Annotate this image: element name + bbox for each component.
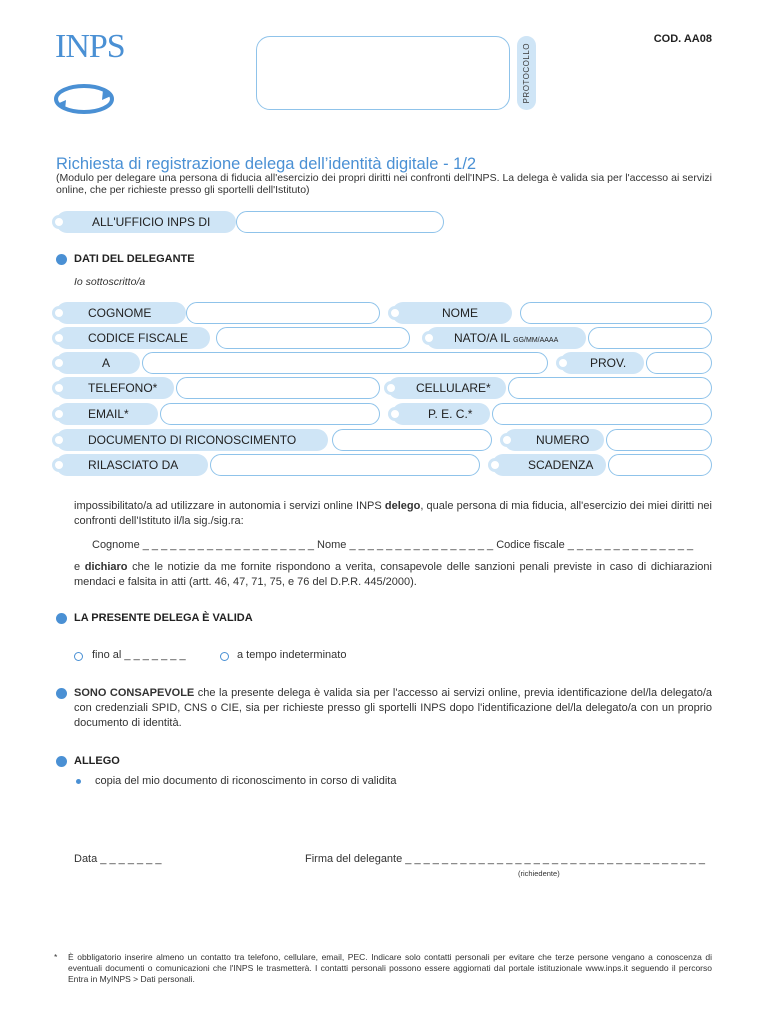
- nato-il-field[interactable]: [588, 327, 712, 349]
- numero-label: NUMERO: [504, 429, 604, 451]
- office-label: ALL'UFFICIO INPS DI: [56, 211, 236, 233]
- option-fino-al: fino al _ _ _ _ _ _ _: [92, 649, 186, 661]
- section-bullet-icon: [56, 613, 67, 624]
- telefono-label: TELEFONO*: [56, 377, 174, 399]
- telefono-field[interactable]: [176, 377, 380, 399]
- form-code: COD. AA08: [653, 33, 712, 45]
- cognome-field[interactable]: [186, 302, 380, 324]
- documento-field[interactable]: [332, 429, 492, 451]
- email-field[interactable]: [160, 403, 380, 425]
- section-bullet-icon: [56, 688, 67, 699]
- data-line[interactable]: Data _ _ _ _ _ _ _: [74, 853, 162, 865]
- footnote-text: È obbligatorio inserire almeno un contatto tra telefono, cellulare, email, PEC. Indicare solo contatti personali per evitare che terze persone vengano a conoscenza di eventuali documenti o comunicazioni che l'INPS le trasmetterà. I contatti personali possono essere aggiornati dal portale istituzionale www.inps.it seguendo il percorso Entra in MyINPS > Dati personali.: [68, 952, 712, 984]
- pec-field[interactable]: [492, 403, 712, 425]
- inps-logo: INPS: [55, 28, 125, 65]
- dichiaro-paragraph: e dichiaro che le notizie da me fornite rispondono a verita, consapevole delle sanzioni penali previste in caso di dichiarazioni mendaci e falsita in atti (artt. 46, 47, 71, 75, e 76 del D.P.R. 445/2000).: [74, 561, 712, 588]
- section-bullet-icon: [56, 254, 67, 265]
- list-bullet-icon: [76, 779, 81, 784]
- delegate-line[interactable]: Cognome _ _ _ _ _ _ _ _ _ _ _ _ _ _ _ _ _ _ _ Nome _ _ _ _ _ _ _ _ _ _ _ _ _ _ _ _ Codice fiscale _ _ _ _ _ _ _ _ _ _ _ _ _ _: [92, 539, 694, 551]
- delega-paragraph: impossibilitato/a ad utilizzare in autonomia i servizi online INPS delego, quale persona di mia fiducia, all'esercizio dei miei diritti nei confronti dell'Istituto il/la sig./sig.ra:: [74, 500, 712, 527]
- validity-heading: LA PRESENTE DELEGA È VALIDA: [74, 612, 253, 624]
- footnote-mark: *: [54, 952, 58, 962]
- protocol-box[interactable]: [256, 36, 510, 110]
- luogo-label: A: [56, 352, 140, 374]
- option-indeterminato: a tempo indeterminato: [237, 649, 347, 661]
- office-field[interactable]: [236, 211, 444, 233]
- nome-label: NOME: [392, 302, 512, 324]
- luogo-field[interactable]: [142, 352, 548, 374]
- nato-il-label: NATO/A IL GG/MM/AAAA: [426, 327, 586, 349]
- nome-field[interactable]: [520, 302, 712, 324]
- richiedente-note: (richiedente): [518, 869, 560, 878]
- codice-fiscale-field[interactable]: [216, 327, 410, 349]
- form-subtitle: (Modulo per delegare una persona di fiducia all'esercizio dei propri diritti nei confronti dell'INPS. La delega è valida sia per l'accesso ai servizi online, che per richieste presso gli sportelli dell'Istituto): [56, 172, 712, 196]
- prov-field[interactable]: [646, 352, 712, 374]
- codice-fiscale-label: CODICE FISCALE: [56, 327, 210, 349]
- email-label: EMAIL*: [56, 403, 158, 425]
- documento-label: DOCUMENTO DI RICONOSCIMENTO: [56, 429, 328, 451]
- pec-label: P. E. C.*: [392, 403, 490, 425]
- delegante-heading: DATI DEL DELEGANTE: [74, 253, 195, 265]
- radio-fino-al-icon[interactable]: [74, 652, 83, 661]
- form-title: Richiesta di registrazione delega dell’identità digitale - 1/2: [56, 155, 477, 173]
- rilasciato-field[interactable]: [210, 454, 480, 476]
- allego-heading: ALLEGO: [74, 755, 120, 767]
- scadenza-label: SCADENZA: [492, 454, 606, 476]
- rilasciato-label: RILASCIATO DA: [56, 454, 208, 476]
- cellulare-label: CELLULARE*: [388, 377, 506, 399]
- delegante-intro: Io sottoscritto/a: [74, 276, 146, 288]
- cellulare-field[interactable]: [508, 377, 712, 399]
- consapevole-paragraph: SONO CONSAPEVOLE che la presente delega è valida sia per l'accesso ai servizi online, previa identificazione del/la delegato/a con credenziali SPID, CNS o CIE, sia per richieste presso gli sportelli INPS dopo l'identificazione del/la delegato/a con un proprio documento di identità.: [74, 687, 712, 729]
- firma-line[interactable]: Firma del delegante _ _ _ _ _ _ _ _ _ _ _ _ _ _ _ _ _ _ _ _ _ _ _ _ _ _ _ _ _ _ _ _ _: [305, 853, 705, 865]
- radio-indeterminato-icon[interactable]: [220, 652, 229, 661]
- prov-label: PROV.: [560, 352, 644, 374]
- cognome-label: COGNOME: [56, 302, 186, 324]
- protocol-label: PROTOCOLLO: [522, 42, 531, 104]
- scadenza-field[interactable]: [608, 454, 712, 476]
- inps-swirl-logo-icon: [53, 82, 115, 116]
- numero-field[interactable]: [606, 429, 712, 451]
- section-bullet-icon: [56, 756, 67, 767]
- allego-item: copia del mio documento di riconoscimento in corso di validita: [95, 775, 397, 787]
